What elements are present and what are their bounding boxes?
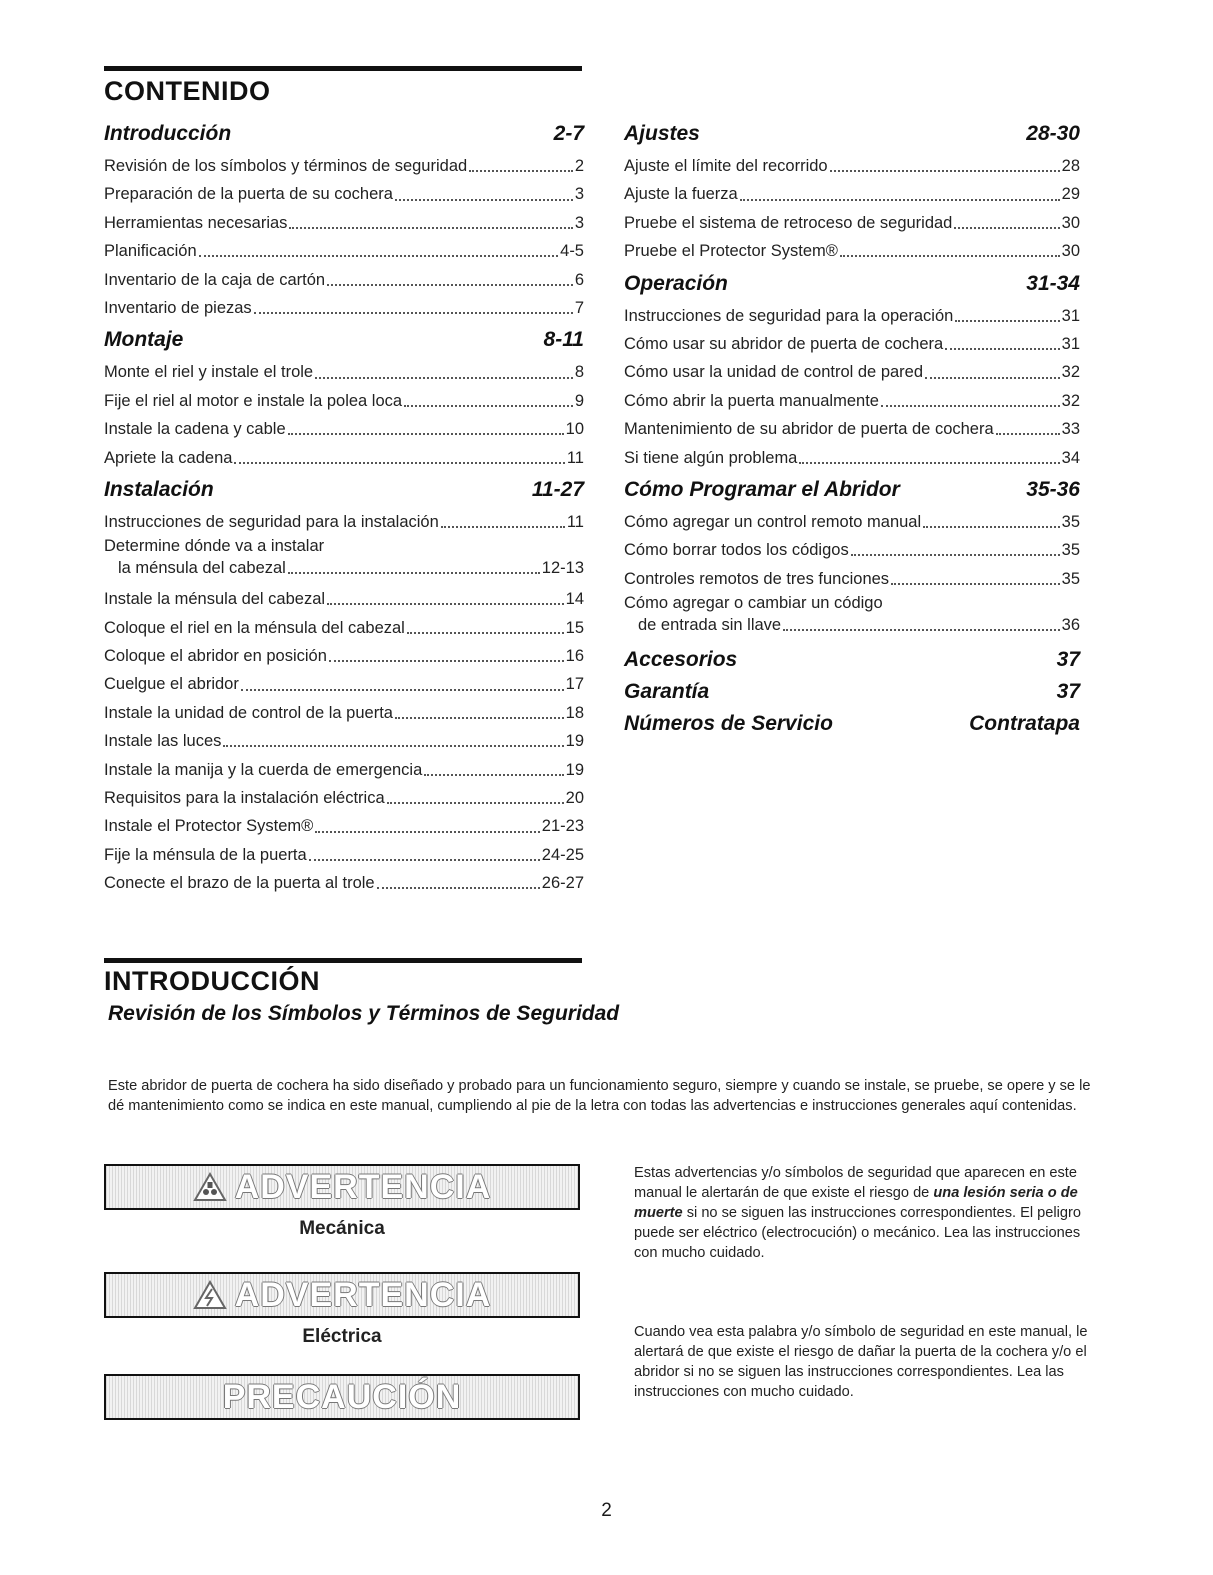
intro-paragraph: Este abridor de puerta de cochera ha sido diseñado y probado para un funcionamiento seguro, siempre y cuando se instale, se pruebe, se opere y se le dé mantenimiento como se indica en este manual, cumpliendo al pie de la letra con todas las advertencias e instrucciones generales aquí contenidas. xyxy=(108,1078,1091,1114)
toc-entry-page: 24-25 xyxy=(541,845,584,864)
toc-entry xyxy=(104,642,584,670)
toc-entry xyxy=(104,585,584,613)
toc-section-heading xyxy=(624,122,1080,148)
toc-entry-title: Fije la ménsula de la puerta xyxy=(104,845,307,864)
toc-leader-dots xyxy=(377,887,540,889)
toc-entry-page: 28 xyxy=(1061,157,1080,175)
toc-leader-dots xyxy=(254,312,573,314)
toc-leader-dots xyxy=(923,526,1059,528)
caption-mechanical: Mecánica xyxy=(299,1218,385,1239)
toc-entry-page: 35 xyxy=(1061,541,1080,560)
toc-entry-page: 33 xyxy=(1061,420,1080,439)
toc-right-column xyxy=(624,122,1080,742)
toc-section-heading xyxy=(624,648,1080,674)
toc-entry xyxy=(624,302,1080,330)
toc-entry xyxy=(624,209,1080,237)
toc-leader-dots xyxy=(954,227,1059,229)
toc-entry xyxy=(624,330,1080,358)
toc-entry xyxy=(104,508,584,536)
page-number: 2 xyxy=(601,1500,612,1521)
toc-section-pages: 31-34 xyxy=(1026,271,1080,295)
toc-entry-page: 3 xyxy=(574,185,584,204)
toc-entry xyxy=(104,237,584,265)
toc-entry xyxy=(624,536,1080,564)
toc-leader-dots xyxy=(955,320,1059,322)
toc-leader-dots xyxy=(395,199,573,201)
toc-leader-dots xyxy=(740,199,1060,201)
toc-entry-page: 26-27 xyxy=(541,874,584,893)
toc-entry-title: Mantenimiento de su abridor de puerta de cochera xyxy=(624,420,994,439)
banner-label: ADVERTENCIA xyxy=(234,1275,492,1314)
toc-entry-page: 31 xyxy=(1061,334,1080,353)
toc-entry-title: Coloque el abridor en posición xyxy=(104,647,327,666)
toc-entry-page: 8 xyxy=(574,363,584,382)
toc-section-title: Introducción xyxy=(104,122,232,145)
toc-entry xyxy=(104,209,584,237)
toc-entry-page: 12-13 xyxy=(541,559,584,578)
toc-leader-dots xyxy=(395,717,564,719)
warning-mechanical-icon xyxy=(193,1172,227,1202)
toc-entry-title: Requisitos para la instalación eléctrica xyxy=(104,789,385,808)
toc-leader-dots xyxy=(387,802,564,804)
toc-entry xyxy=(104,152,584,180)
toc-section-title: Instalación xyxy=(104,477,214,501)
toc-entry-title: Cómo usar su abridor de puerta de cochera xyxy=(624,334,944,353)
toc-entry-title: Instale la ménsula del cabezal xyxy=(104,590,326,609)
toc-entry-title: Monte el riel y instale el trole xyxy=(104,363,314,382)
toc-entry-title: Ajuste la fuerza xyxy=(624,185,738,204)
toc-entry-page: 19 xyxy=(565,760,584,779)
toc-leader-dots xyxy=(289,227,572,229)
toc-entry xyxy=(624,415,1080,443)
toc-entry-page: 18 xyxy=(565,703,584,722)
toc-leader-dots xyxy=(881,405,1060,407)
toc-entry-title: Pruebe el sistema de retroceso de seguridad xyxy=(624,213,953,232)
toc-entry-page: 9 xyxy=(574,391,584,410)
toc-leader-dots xyxy=(783,629,1060,631)
toc-entry-line1: Cómo agregar o cambiar un código xyxy=(624,594,883,613)
toc-entry-title: Si tiene algún problema xyxy=(624,448,798,467)
toc-entry xyxy=(104,358,584,386)
toc-section-title: Cómo Programar el Abridor xyxy=(624,477,900,501)
toc-entry-line1: Determine dónde va a instalar xyxy=(104,537,325,556)
warning-text-a: Estas advertencias y/o símbolos de seguridad que aparecen en este manual le alertarán de que existe el riesgo de xyxy=(634,1165,1077,1201)
toc-entry xyxy=(624,508,1080,536)
toc-entry xyxy=(104,670,584,698)
toc-entry-title: Instale la cadena y cable xyxy=(104,420,286,439)
toc-left-column xyxy=(104,122,584,898)
toc-leader-dots xyxy=(441,526,565,528)
toc-entry-page: 36 xyxy=(1061,616,1080,635)
toc-section-title: Números de Servicio xyxy=(624,712,833,736)
toc-leader-dots xyxy=(891,583,1060,585)
toc-entry xyxy=(104,180,584,208)
toc-leader-dots xyxy=(315,377,573,379)
toc-section-pages: 35-36 xyxy=(1026,477,1080,501)
toc-entry xyxy=(104,841,584,869)
toc-section-pages: 2-7 xyxy=(553,122,584,145)
toc-entry-title: Cómo abrir la puerta manualmente xyxy=(624,391,879,410)
toc-entry xyxy=(104,266,584,294)
toc-section-heading xyxy=(104,478,584,504)
toc-leader-dots xyxy=(315,831,539,833)
toc-entry-title: Fije el riel al motor e instale la polea loca xyxy=(104,391,403,410)
toc-entry xyxy=(624,614,1080,636)
toc-entry-title: Ajuste el límite del recorrido xyxy=(624,157,828,175)
toc-entry xyxy=(624,180,1080,208)
contents-top-rule xyxy=(104,66,582,71)
toc-entry xyxy=(104,784,584,812)
toc-section-pages: Contratapa xyxy=(969,712,1080,736)
toc-leader-dots xyxy=(424,774,563,776)
toc-entry-page: 10 xyxy=(565,420,584,439)
toc-entry-page: 17 xyxy=(565,675,584,694)
warning-text-emphasis: una lesión seria o de muerte xyxy=(634,1185,1078,1221)
toc-entry-page: 6 xyxy=(574,270,584,289)
toc-entry-page: 31 xyxy=(1061,306,1080,325)
toc-section-title: Operación xyxy=(624,271,728,295)
toc-entry-page: 30 xyxy=(1061,213,1080,232)
toc-leader-dots xyxy=(407,632,564,634)
caution-banner xyxy=(104,1374,580,1420)
banner-label: PRECAUCIÓN xyxy=(222,1377,462,1416)
toc-leader-dots xyxy=(241,689,564,691)
toc-entry-page: 35 xyxy=(1061,569,1080,588)
toc-section-title: Accesorios xyxy=(624,648,738,672)
toc-entry-title: Pruebe el Protector System® xyxy=(624,242,838,261)
toc-entry-page: 30 xyxy=(1061,242,1080,261)
toc-section-title: Garantía xyxy=(624,680,710,704)
toc-entry xyxy=(104,756,584,784)
toc-leader-dots xyxy=(199,255,559,257)
toc-entry-title: Instrucciones de seguridad para la operación xyxy=(624,306,954,325)
toc-entry xyxy=(624,444,1080,472)
toc-entry-title: Controles remotos de tres funciones xyxy=(624,569,890,588)
toc-section-heading xyxy=(104,122,584,148)
toc-entry-page: 35 xyxy=(1061,512,1080,531)
toc-leader-dots xyxy=(329,660,564,662)
toc-spacer xyxy=(624,636,1080,642)
toc-entry-page: 32 xyxy=(1061,363,1080,382)
toc-entry xyxy=(624,237,1080,265)
toc-entry-page: 34 xyxy=(1061,448,1080,467)
toc-section-pages: 11-27 xyxy=(531,477,584,501)
warning-electric-icon xyxy=(193,1280,227,1310)
toc-leader-dots xyxy=(945,348,1059,350)
toc-entry-page: 11 xyxy=(566,448,584,467)
toc-entry-page: 4-5 xyxy=(560,242,584,261)
toc-leader-dots xyxy=(309,859,540,861)
toc-entry-title: Instale el Protector System® xyxy=(104,817,314,836)
toc-entry xyxy=(624,152,1080,180)
toc-entry-title: Cómo agregar un control remoto manual xyxy=(624,512,922,531)
toc-entry xyxy=(624,565,1080,593)
warning-text-b: si no se siguen las instrucciones correspondientes. El peligro puede ser eléctrico (electrocución) o mecánico. Lea las instrucciones con mucho cuidado. xyxy=(634,1205,1081,1261)
toc-entry-page: 20 xyxy=(565,789,584,808)
toc-entry-page: 3 xyxy=(574,213,584,232)
toc-section-heading xyxy=(624,272,1080,298)
toc-entry-page: 7 xyxy=(574,298,584,317)
toc-entry-title: Preparación de la puerta de su cochera xyxy=(104,185,393,204)
toc-leader-dots xyxy=(830,170,1060,172)
toc-section-title: Montaje xyxy=(104,328,184,352)
warning-mechanical-banner xyxy=(104,1164,580,1210)
toc-entry-page: 32 xyxy=(1061,391,1080,410)
toc-leader-dots xyxy=(799,462,1059,464)
toc-entry xyxy=(104,557,584,579)
toc-entry-title: Instrucciones de seguridad para la instalación xyxy=(104,512,439,531)
caption-electric: Eléctrica xyxy=(302,1326,382,1347)
toc-section-heading xyxy=(624,712,1080,738)
toc-leader-dots xyxy=(327,603,564,605)
toc-entry xyxy=(104,444,584,472)
toc-entry-page: 19 xyxy=(565,732,584,751)
toc-section-pages: 28-30 xyxy=(1026,122,1080,145)
toc-entry-title: Instale la manija y la cuerda de emergencia xyxy=(104,760,423,779)
toc-entry xyxy=(104,415,584,443)
toc-entry-page: 16 xyxy=(565,647,584,666)
toc-entry-title: de entrada sin llave xyxy=(638,616,782,635)
toc-entry-title: Planificación xyxy=(104,242,197,261)
toc-entry-page: 21-23 xyxy=(541,817,584,836)
toc-leader-dots xyxy=(327,284,573,286)
toc-section-title: Ajustes xyxy=(624,122,700,145)
toc-entry-title: Inventario de piezas xyxy=(104,298,252,317)
toc-leader-dots xyxy=(234,462,564,464)
banner-label: ADVERTENCIA xyxy=(234,1167,492,1206)
toc-section-heading xyxy=(624,680,1080,706)
caution-explanation: Cuando vea esta palabra y/o símbolo de seguridad en este manual, le alertará de que existe el riesgo de dañar la puerta de la cochera y/o el abridor si no se siguen las instrucciones correspondientes. Lea las instrucciones con mucho cuidado. xyxy=(634,1324,1088,1400)
toc-entry-title: Instale las luces xyxy=(104,732,222,751)
toc-section-heading xyxy=(104,328,584,354)
toc-leader-dots xyxy=(996,433,1060,435)
toc-entry-title: Cuelgue el abridor xyxy=(104,675,239,694)
toc-entry-title: Revisión de los símbolos y términos de seguridad xyxy=(104,157,468,175)
toc-leader-dots xyxy=(288,572,540,574)
toc-entry-title: Apriete la cadena xyxy=(104,448,233,467)
toc-entry-title: Cómo borrar todos los códigos xyxy=(624,541,849,560)
toc-entry-page: 29 xyxy=(1061,185,1080,204)
toc-entry-page: 14 xyxy=(565,590,584,609)
warning-electric-banner xyxy=(104,1272,580,1318)
toc-leader-dots xyxy=(925,377,1060,379)
toc-section-pages: 37 xyxy=(1056,648,1080,672)
toc-entry-title: Instale la unidad de control de la puerta xyxy=(104,703,393,722)
toc-section-pages: 37 xyxy=(1056,680,1080,704)
toc-entry xyxy=(104,614,584,642)
toc-leader-dots xyxy=(223,745,563,747)
intro-top-rule xyxy=(104,958,582,963)
toc-leader-dots xyxy=(469,170,573,172)
toc-entry-title: Herramientas necesarias xyxy=(104,213,288,232)
toc-entry xyxy=(104,699,584,727)
toc-leader-dots xyxy=(840,255,1060,257)
toc-entry xyxy=(104,387,584,415)
toc-entry-title: Coloque el riel en la ménsula del cabezal xyxy=(104,618,405,637)
intro-subheading: Revisión de los Símbolos y Términos de Seguridad xyxy=(108,1002,620,1025)
toc-entry xyxy=(624,387,1080,415)
intro-heading: INTRODUCCIÓN xyxy=(104,966,320,996)
toc-entry xyxy=(104,869,584,897)
toc-entry xyxy=(104,294,584,322)
toc-entry-title: la ménsula del cabezal xyxy=(118,559,286,578)
toc-entry-title: Cómo usar la unidad de control de pared xyxy=(624,363,924,382)
toc-leader-dots xyxy=(404,405,573,407)
contents-heading: CONTENIDO xyxy=(104,76,271,106)
toc-entry-title: Conecte el brazo de la puerta al trole xyxy=(104,874,375,893)
toc-section-pages: 8-11 xyxy=(543,328,584,352)
toc-section-heading xyxy=(624,478,1080,504)
toc-entry-title: Inventario de la caja de cartón xyxy=(104,270,326,289)
toc-entry-page: 11 xyxy=(566,512,584,531)
toc-leader-dots xyxy=(288,433,564,435)
toc-entry-page: 15 xyxy=(565,618,584,637)
toc-entry-page: 2 xyxy=(574,157,584,175)
toc-leader-dots xyxy=(851,554,1060,556)
toc-entry xyxy=(104,727,584,755)
toc-entry xyxy=(624,358,1080,386)
warning-explanation xyxy=(634,1163,1104,1263)
toc-entry xyxy=(104,812,584,840)
